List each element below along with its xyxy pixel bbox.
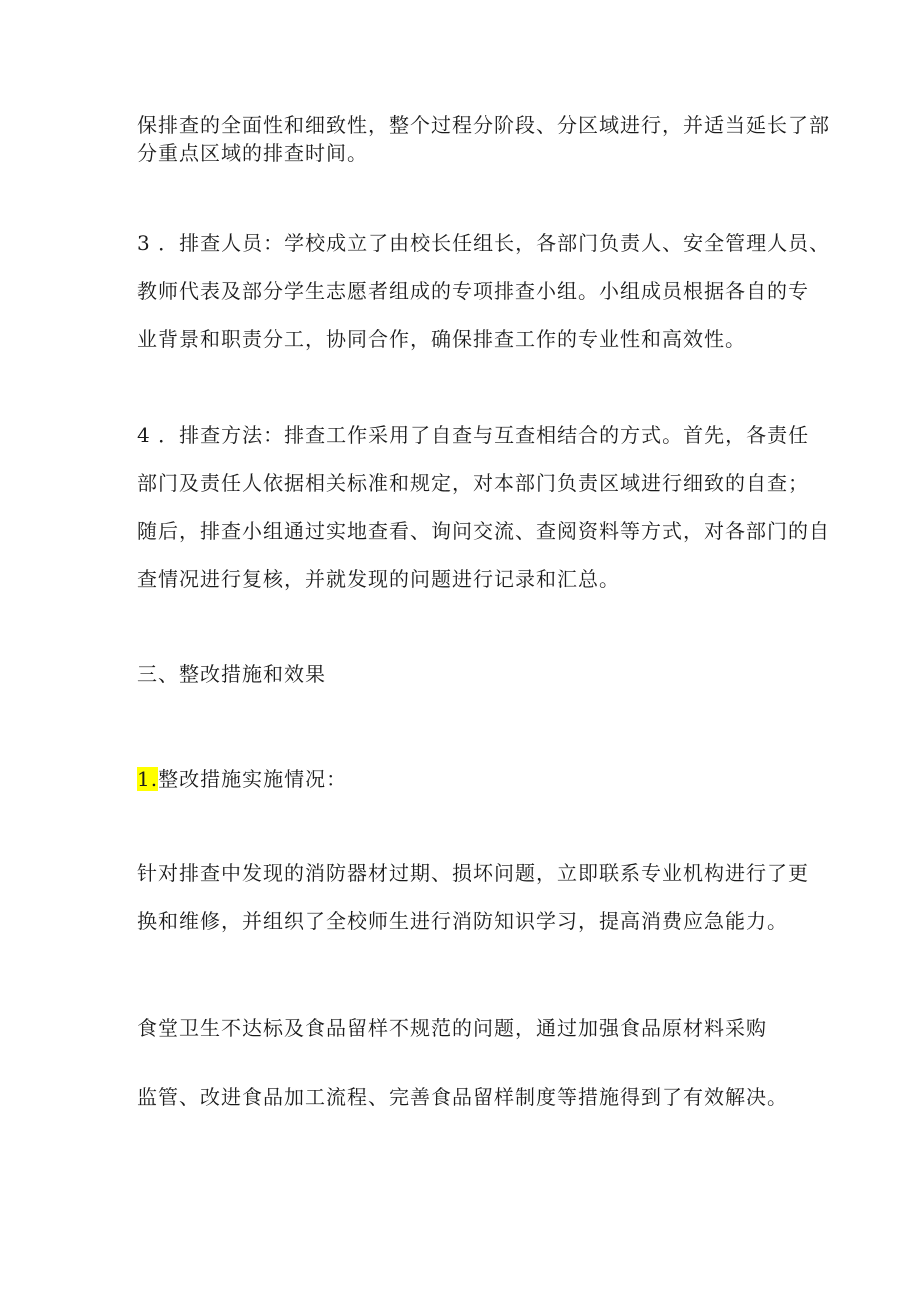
text-line: 保排查的全面性和细致性，整个过程分阶段、分区域进行，并适当延长了部	[137, 113, 830, 137]
text-line: 换和维修，并组织了全校师生进行消防知识学习，提高消费应急能力。	[137, 909, 788, 933]
text-line: 部门及责任人依据相关标准和规定，对本部门负责区域进行细致的自查；	[137, 471, 809, 495]
text-line: 4 ．排查方法：排查工作采用了自查与互查相结合的方式。首先，各责任	[137, 423, 810, 447]
subheading-text: 整改措施实施情况：	[158, 767, 348, 791]
text-line: 食堂卫生不达标及食品留样不规范的问题，通过加强食品原材料采购	[137, 1016, 767, 1040]
text-line: 查情况进行复核，并就发现的问题进行记录和汇总。	[137, 567, 620, 591]
text-line: 分重点区域的排查时间。	[137, 141, 368, 165]
section-heading: 三、整改措施和效果	[137, 662, 326, 686]
text-line: 教师代表及部分学生志愿者组成的专项排查小组。小组成员根据各自的专	[137, 279, 809, 303]
text-line: 3 ．排查人员：学校成立了由校长任组长，各部门负责人、安全管理人员、	[137, 231, 831, 255]
text-line: 监管、改进食品加工流程、完善食品留样制度等措施得到了有效解决。	[137, 1085, 788, 1109]
subheading	[137, 765, 347, 793]
text-line: 业背景和职责分工，协同合作，确保排查工作的专业性和高效性。	[137, 327, 746, 351]
subheading-number: 1.	[137, 767, 159, 791]
text-line: 针对排查中发现的消防器材过期、损坏问题，立即联系专业机构进行了更	[137, 861, 809, 885]
text-line: 随后，排查小组通过实地查看、询问交流、查阅资料等方式，对各部门的自	[137, 519, 830, 543]
